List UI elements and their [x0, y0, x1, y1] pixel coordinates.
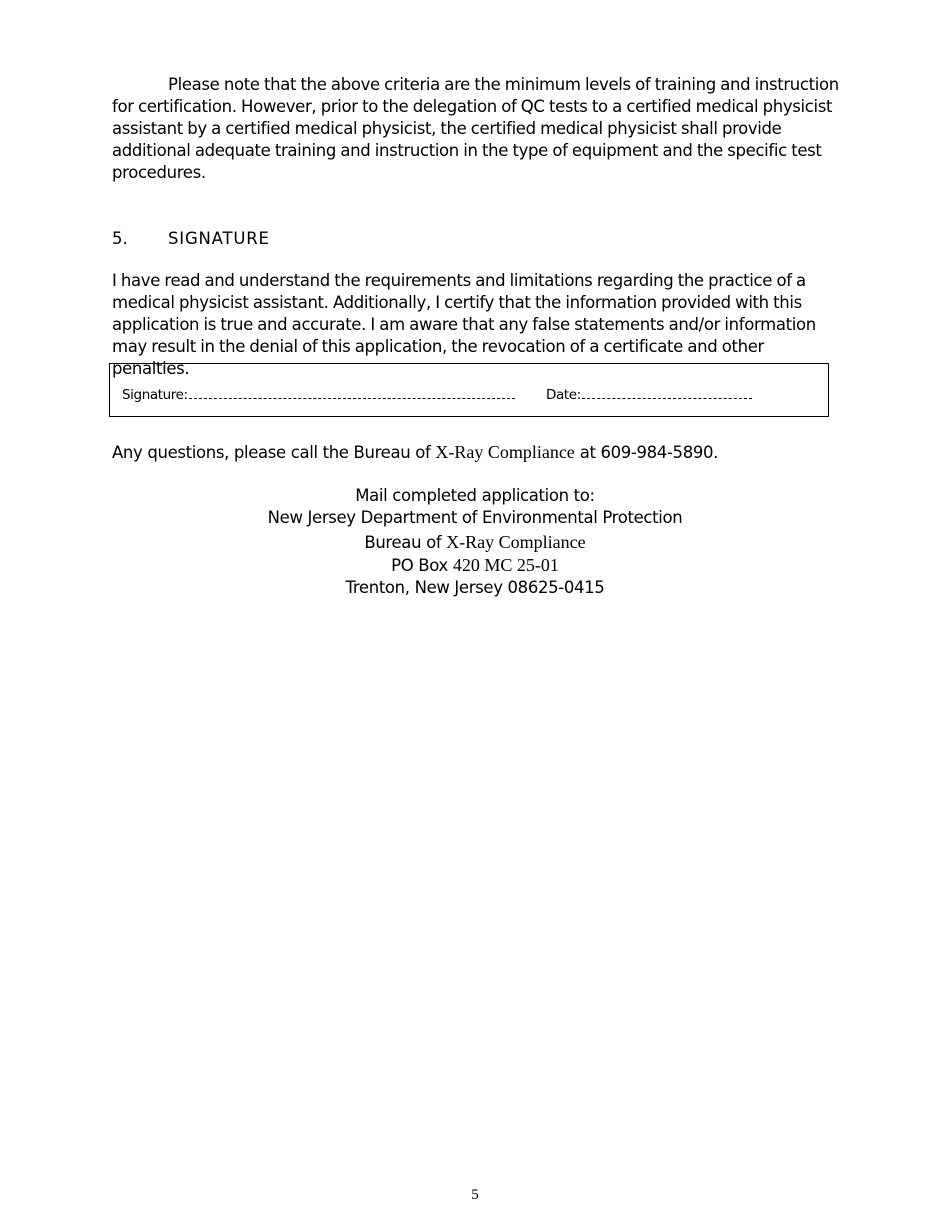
signature-field[interactable] — [122, 386, 515, 404]
date-label: Date: — [546, 387, 581, 403]
date-line[interactable] — [582, 387, 752, 399]
section-title: SIGNATURE — [168, 229, 270, 248]
mail-city: Trenton, New Jersey 08625-0415 — [345, 578, 605, 597]
section-heading — [112, 228, 270, 250]
signature-box — [109, 363, 829, 417]
contact-line — [112, 441, 718, 464]
certification-statement: I have read and understand the requirements and limitations regarding the practice of a medical physicist assistant. Additionally, I certify that the information provided with this application is true and accurate. I am aware that any false statements and/or information may result in the denial of this application, the revocation of a certificate and other penalties. — [112, 271, 816, 378]
signature-line[interactable] — [189, 387, 515, 399]
contact-bureau: X-Ray Compliance — [435, 442, 575, 462]
mail-po-prefix: PO Box — [391, 556, 453, 575]
page-number: 5 — [471, 1187, 479, 1203]
contact-prefix: Any questions, please call the Bureau of — [112, 443, 436, 462]
mail-po-detail: 420 MC 25-01 — [452, 555, 559, 575]
signature-label: Signature: — [122, 387, 188, 403]
training-note-paragraph: Please note that the above criteria are the minimum levels of training and instruction for certification. However, prior to the delegation of QC tests to a certified medical physicist assistant by a certified medical physicist, the certified medical physicist shall provide additional adequate training and instruction in the type of equipment and the specific test procedures. — [112, 75, 839, 182]
mailing-address — [0, 485, 950, 599]
mail-bureau-prefix: Bureau of — [364, 533, 447, 552]
mail-bureau — [0, 531, 950, 554]
mail-bureau-name: X-Ray Compliance — [446, 532, 586, 552]
contact-suffix: at 609-984-5890. — [574, 443, 719, 462]
mail-po-box — [0, 554, 950, 577]
section-number: 5. — [112, 229, 128, 248]
mail-department: New Jersey Department of Environmental Protection — [267, 508, 683, 527]
date-field[interactable] — [546, 386, 752, 404]
mail-intro: Mail completed application to: — [355, 486, 595, 505]
